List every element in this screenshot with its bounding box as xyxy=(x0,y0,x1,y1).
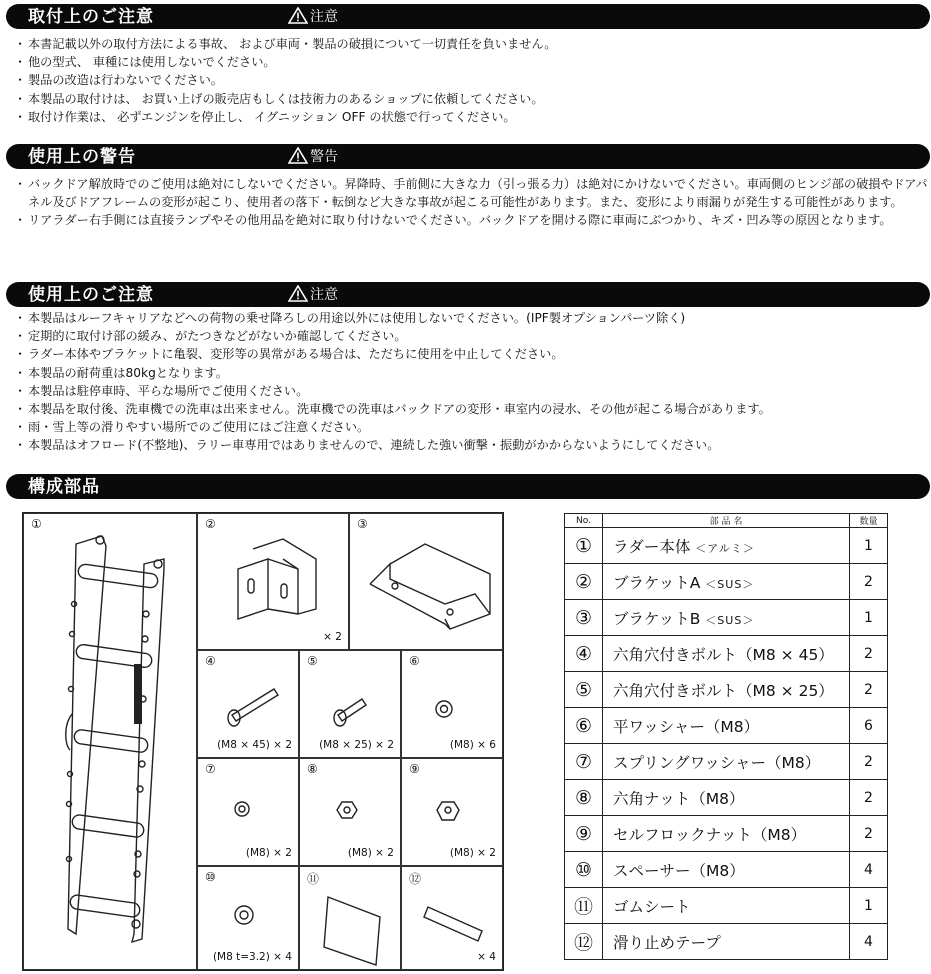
list-item: ・ 本製品はルーフキャリアなどへの荷物の乗せ降ろしの用途以外には使用しないでください。(IPF製オプションパーツ除く) xyxy=(14,309,930,327)
parts-diagram xyxy=(22,512,504,971)
parts-table xyxy=(564,513,888,960)
list-item: ・ 製品の改造は行わないでください。 xyxy=(14,71,930,89)
table-row: ① ラダー本体 ＜アルミ＞ 1 xyxy=(565,528,888,564)
part-cell-spring-washer: ⑦ (M8) × 2 xyxy=(197,758,299,866)
notes-list-usage xyxy=(14,309,930,455)
table-row: ⑧ 六角ナット（M8） 2 xyxy=(565,780,888,816)
table-row: ⑩ スペーサー（M8） 4 xyxy=(565,852,888,888)
list-item: ・ 本製品はオフロード(不整地)、ラリー車専用ではありませんので、連続した強い衝撃・振動がかからないようにしてください。 xyxy=(14,436,930,454)
section-title: 使用上のご注意 xyxy=(28,285,154,305)
notes-list-warning xyxy=(14,175,930,230)
part-cell-bolt-25: ⑤ (M8 × 25) × 2 xyxy=(299,650,401,758)
part-cell-nut: ⑧ (M8) × 2 xyxy=(299,758,401,866)
table-row: ④ 六角穴付きボルト（M8 × 45） 2 xyxy=(565,636,888,672)
list-item: ・ 本製品は駐停車時、平らな場所でご使用ください。 xyxy=(14,382,930,400)
list-item: ・ 本製品の耐荷重は80kgとなります。 xyxy=(14,364,930,382)
bracket-b-illustration xyxy=(350,514,504,651)
warning-icon xyxy=(288,147,308,164)
part-cell-bracket-b: ③ xyxy=(349,513,503,650)
notes-list-install xyxy=(14,35,930,126)
list-item: ・ 雨・雪上等の滑りやすい場所でのご使用にはご注意ください。 xyxy=(14,418,930,436)
caution-label: 警告 xyxy=(288,145,338,169)
section-title: 使用上の警告 xyxy=(28,147,136,167)
list-item: ・ 本製品の取付けは、 お買い上げの販売店もしくは技術力のあるショップに依頼してください。 xyxy=(14,90,930,108)
caution-label: 注意 xyxy=(288,5,338,29)
list-item: ・ バックドア解放時でのご使用は絶対にしないでください。昇降時、手前側に大きな力（引っ張る力）は絶対にかけないでください。車両側のヒンジ部の破損やドアパネル及びドアフレームの変形が起こり、使用者の落下・転倒など大きな事故が起こる可能性があります。また、変形により雨漏りが発生する可能性があります。 xyxy=(14,175,930,211)
table-row: ⑫ 滑り止めテープ 4 xyxy=(565,924,888,960)
warning-icon xyxy=(288,285,308,302)
list-item: ・ 本書記載以外の取付方法による事故、 および車両・製品の破損について一切責任を負いません。 xyxy=(14,35,930,53)
ladder-illustration xyxy=(24,514,198,971)
table-row: ⑨ セルフロックナット（M8） 2 xyxy=(565,816,888,852)
part-cell-bracket-a: ② × 2 xyxy=(197,513,349,650)
section-header-parts xyxy=(6,474,930,499)
table-row: ⑥ 平ワッシャー（M8） 6 xyxy=(565,708,888,744)
section-title: 構成部品 xyxy=(28,477,100,497)
part-cell-lock-nut: ⑨ (M8) × 2 xyxy=(401,758,503,866)
list-item: ・ 定期的に取付け部の緩み、がたつきなどがないか確認してください。 xyxy=(14,327,930,345)
list-item: ・ 取付け作業は、 必ずエンジンを停止し、 イグニッション OFF の状態で行ってください。 xyxy=(14,108,930,126)
section-header-warning xyxy=(6,144,930,169)
section-header-usage xyxy=(6,282,930,307)
table-row: ③ ブラケットB ＜SUS＞ 1 xyxy=(565,600,888,636)
list-item: ・ 他の型式、 車種には使用しないでください。 xyxy=(14,53,930,71)
list-item: ・ 本製品を取付後、洗車機での洗車は出来ません。洗車機での洗車はバックドアの変形・車室内の浸水、その他が起こる場合があります。 xyxy=(14,400,930,418)
part-cell-washer: ⑥ (M8) × 6 xyxy=(401,650,503,758)
list-item: ・ リアラダー右手側には直接ランプやその他用品を絶対に取り付けないでください。バックドアを開ける際に車両にぶつかり、キズ・凹み等の原因となります。 xyxy=(14,211,930,229)
part-cell-rubber-sheet: ⑪ xyxy=(299,866,401,970)
table-row: ⑪ ゴムシート 1 xyxy=(565,888,888,924)
part-cell-bolt-45: ④ (M8 × 45) × 2 xyxy=(197,650,299,758)
part-cell-spacer: ⑩ (M8 t=3.2) × 4 xyxy=(197,866,299,970)
list-item: ・ ラダー本体やブラケットに亀裂、変形等の異常がある場合は、ただちに使用を中止してください。 xyxy=(14,345,930,363)
section-title: 取付上のご注意 xyxy=(28,7,154,27)
caution-label: 注意 xyxy=(288,283,338,307)
table-row: ② ブラケットA ＜SUS＞ 2 xyxy=(565,564,888,600)
table-row: ⑤ 六角穴付きボルト（M8 × 25） 2 xyxy=(565,672,888,708)
section-header-install xyxy=(6,4,930,29)
part-cell-ladder: ① xyxy=(23,513,197,970)
table-row: ⑦ スプリングワッシャー（M8） 2 xyxy=(565,744,888,780)
warning-icon xyxy=(288,7,308,24)
part-cell-tape: ⑫ × 4 xyxy=(401,866,503,970)
table-header-row: No. 部 品 名 数量 xyxy=(565,514,888,528)
rubber-sheet-illustration xyxy=(300,867,402,971)
